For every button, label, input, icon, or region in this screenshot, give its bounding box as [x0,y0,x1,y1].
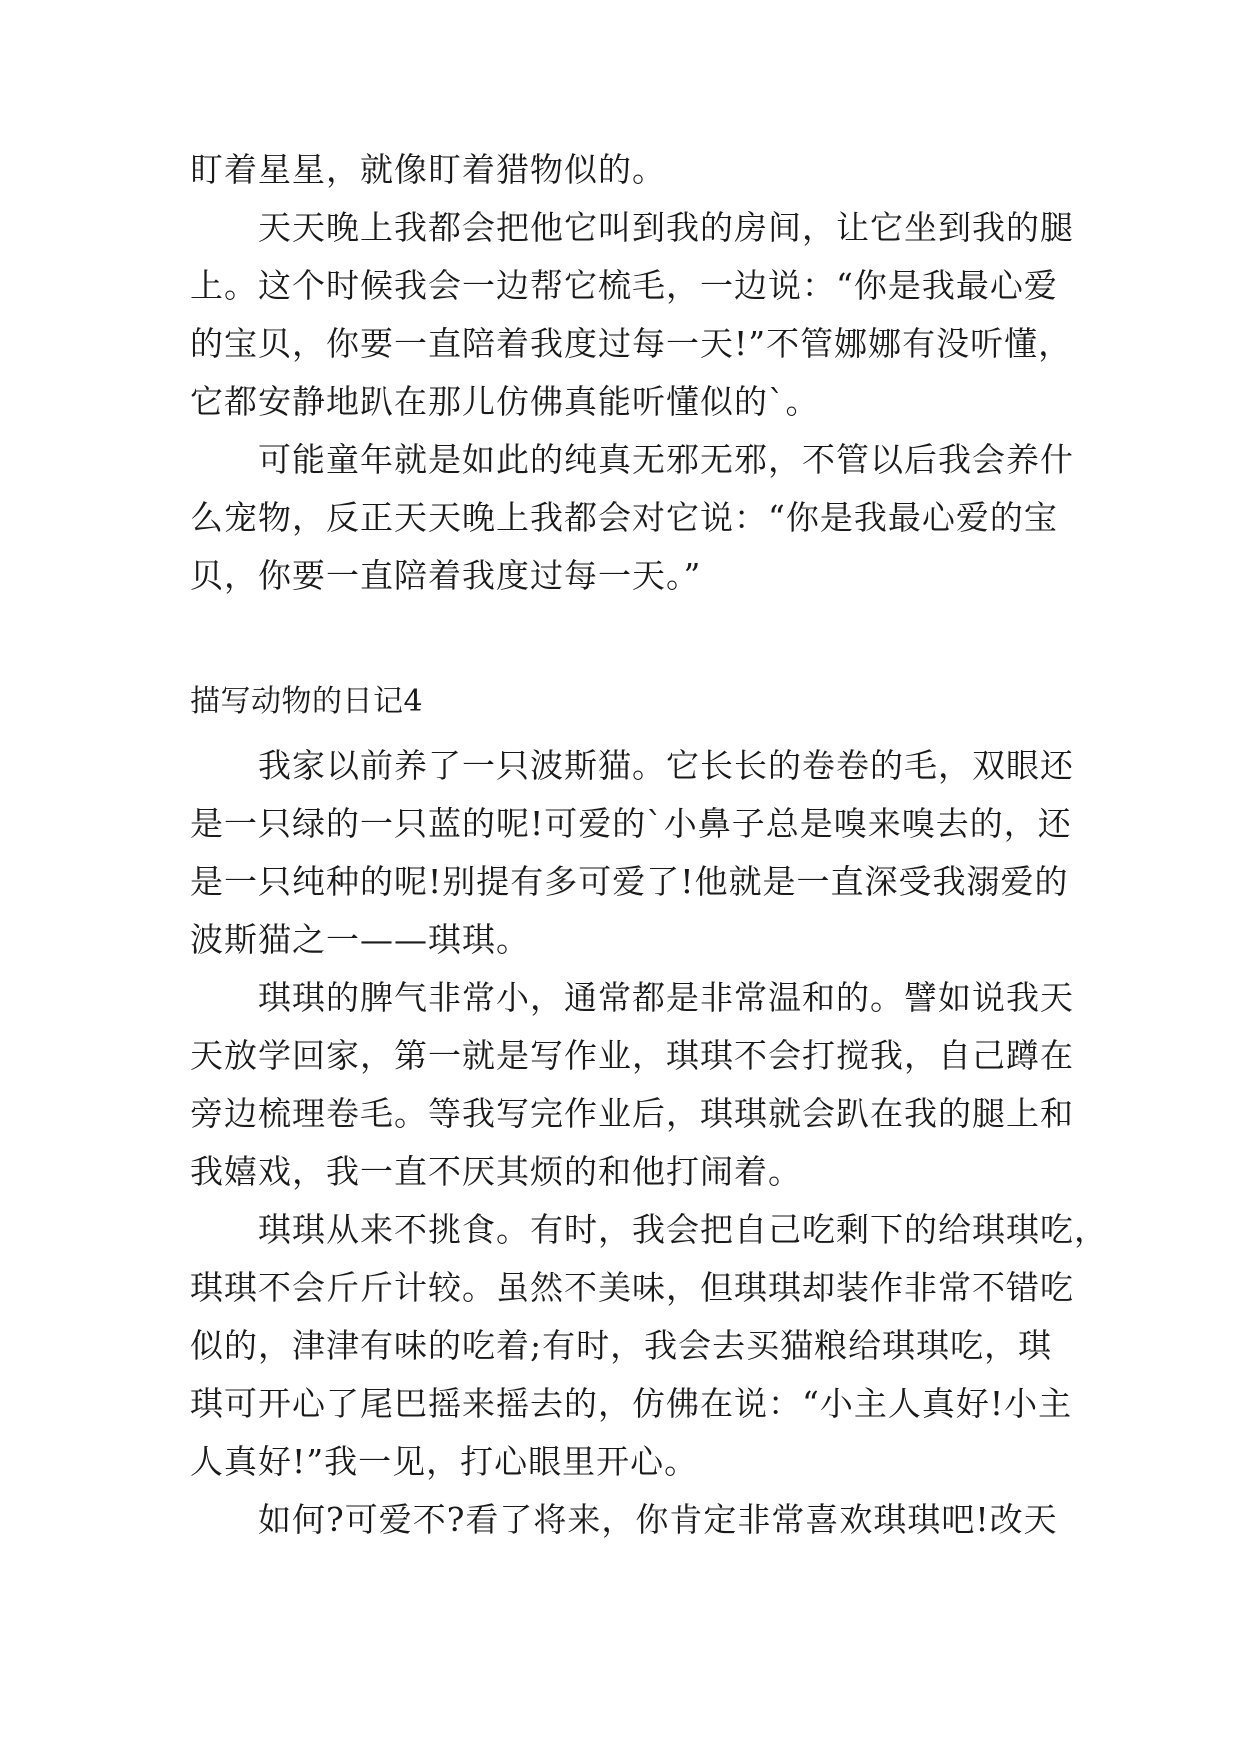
text-line: 的宝贝，你要一直陪着我度过每一天!”不管娜娜有没听懂， [190,324,1073,363]
paragraph-start: 琪琪从来不挑食。有时，我会把自己吃剩下的给琪琪吃， [258,1210,1108,1249]
text-line: 天放学回家，第一就是写作业，琪琪不会打搅我，自己蹲在 [190,1036,1074,1075]
text-line: 盯着星星，就像盯着猎物似的。 [190,150,666,189]
paragraph-start: 如何?可爱不?看了将来，你肯定非常喜欢琪琪吧!改天 [258,1500,1058,1539]
text-line: 么宠物，反正天天晚上我都会对它说：“你是我最心爱的宝 [190,498,1058,537]
text-line: 人真好!”我一见，打心眼里开心。 [190,1442,699,1481]
paragraph-start: 琪琪的脾气非常小，通常都是非常温和的。譬如说我天 [258,978,1074,1017]
paragraph-start: 天天晚上我都会把他它叫到我的房间，让它坐到我的腿 [258,208,1074,247]
text-line: 旁边梳理卷毛。等我写完作业后，琪琪就会趴在我的腿上和 [190,1094,1074,1133]
text-line: 我嬉戏，我一直不厌其烦的和他打闹着。 [190,1152,802,1191]
text-line: 上。这个时候我会一边帮它梳毛，一边说：“你是我最心爱 [190,266,1058,305]
text-line: 琪可开心了尾巴摇来摇去的，仿佛在说：“小主人真好!小主 [190,1384,1073,1423]
section-heading: 描写动物的日记4 [190,684,424,719]
text-line: 是一只绿的一只蓝的呢!可爱的`小鼻子总是嗅来嗅去的，还 [190,804,1072,843]
paragraph-start: 可能童年就是如此的纯真无邪无邪，不管以后我会养什 [258,440,1074,479]
text-line: 波斯猫之一——琪琪。 [190,920,530,959]
text-line: 贝，你要一直陪着我度过每一天。” [190,556,702,595]
paragraph-start: 我家以前养了一只波斯猫。它长长的卷卷的毛，双眼还 [258,746,1074,785]
text-line: 是一只纯种的呢!别提有多可爱了!他就是一直深受我溺爱的 [190,862,1069,901]
text-line: 它都安静地趴在那儿仿佛真能听懂似的`。 [190,382,820,421]
text-line: 琪琪不会斤斤计较。虽然不美味，但琪琪却装作非常不错吃 [190,1268,1074,1307]
text-line: 似的，津津有味的吃着;有时，我会去买猫粮给琪琪吃，琪 [190,1326,1053,1365]
